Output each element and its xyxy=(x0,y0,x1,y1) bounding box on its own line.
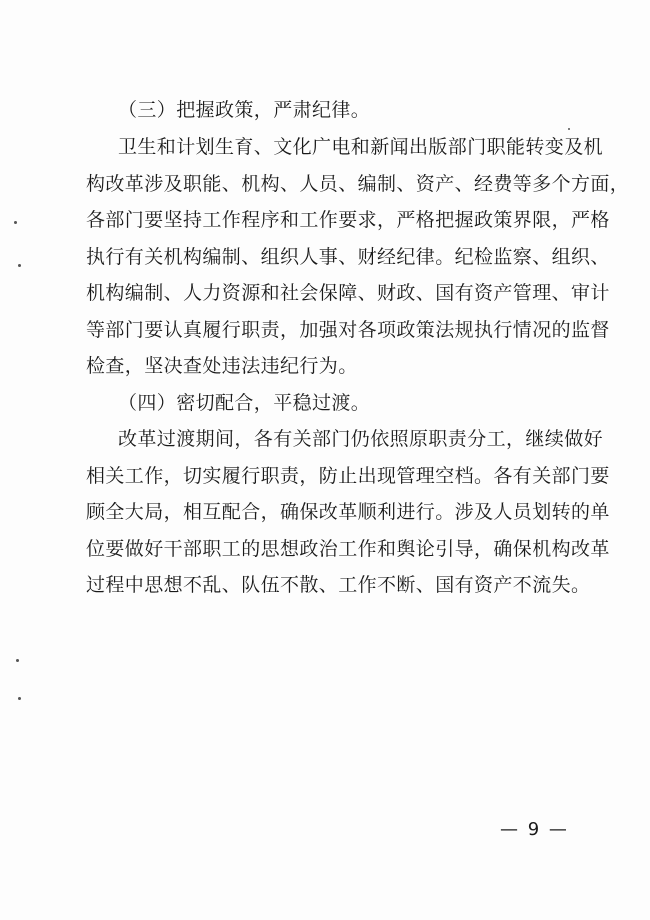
section-heading-3: （三）把握政策，严肃纪律。 xyxy=(118,99,371,121)
paragraph-line: 各部门要坚持工作程序和工作要求，严格把握政策界限，严格 xyxy=(86,209,610,231)
scan-speck xyxy=(18,264,21,267)
paragraph-line: 执行有关机构编制、组织人事、财经纪律。纪检监察、组织、 xyxy=(86,246,610,268)
scan-speck xyxy=(18,697,21,700)
paragraph-line: 检查，坚决查处违法违纪行为。 xyxy=(86,355,358,377)
paragraph-line: 过程中思想不乱、队伍不散、工作不断、国有资产不流失。 xyxy=(86,574,591,596)
paragraph-line: 顾全大局，相互配合，确保改革顺利进行。涉及人员划转的单 xyxy=(86,501,610,523)
paragraph-line: 等部门要认真履行职责，加强对各项政策法规执行情况的监督 xyxy=(86,319,610,341)
paragraph-line: 卫生和计划生育、文化广电和新闻出版部门职能转变及机 xyxy=(118,136,604,158)
page-number: — 9 — xyxy=(500,819,569,840)
paragraph-line: 位要做好干部职工的思想政治工作和舆论引导，确保机构改革 xyxy=(86,538,610,560)
scan-speck xyxy=(16,659,19,662)
scan-speck xyxy=(568,128,570,130)
paragraph-line: 相关工作，切实履行职责，防止出现管理空档。各有关部门要 xyxy=(86,465,610,487)
paragraph-line: 改革过渡期间，各有关部门仍依照原职责分工，继续做好 xyxy=(118,428,604,450)
paragraph-line: 构改革涉及职能、机构、人员、编制、资产、经费等多个方面， xyxy=(86,173,630,195)
scan-speck xyxy=(14,221,17,224)
section-heading-4: （四）密切配合，平稳过渡。 xyxy=(118,392,371,414)
paragraph-line: 机构编制、人力资源和社会保障、财政、国有资产管理、审计 xyxy=(86,282,610,304)
